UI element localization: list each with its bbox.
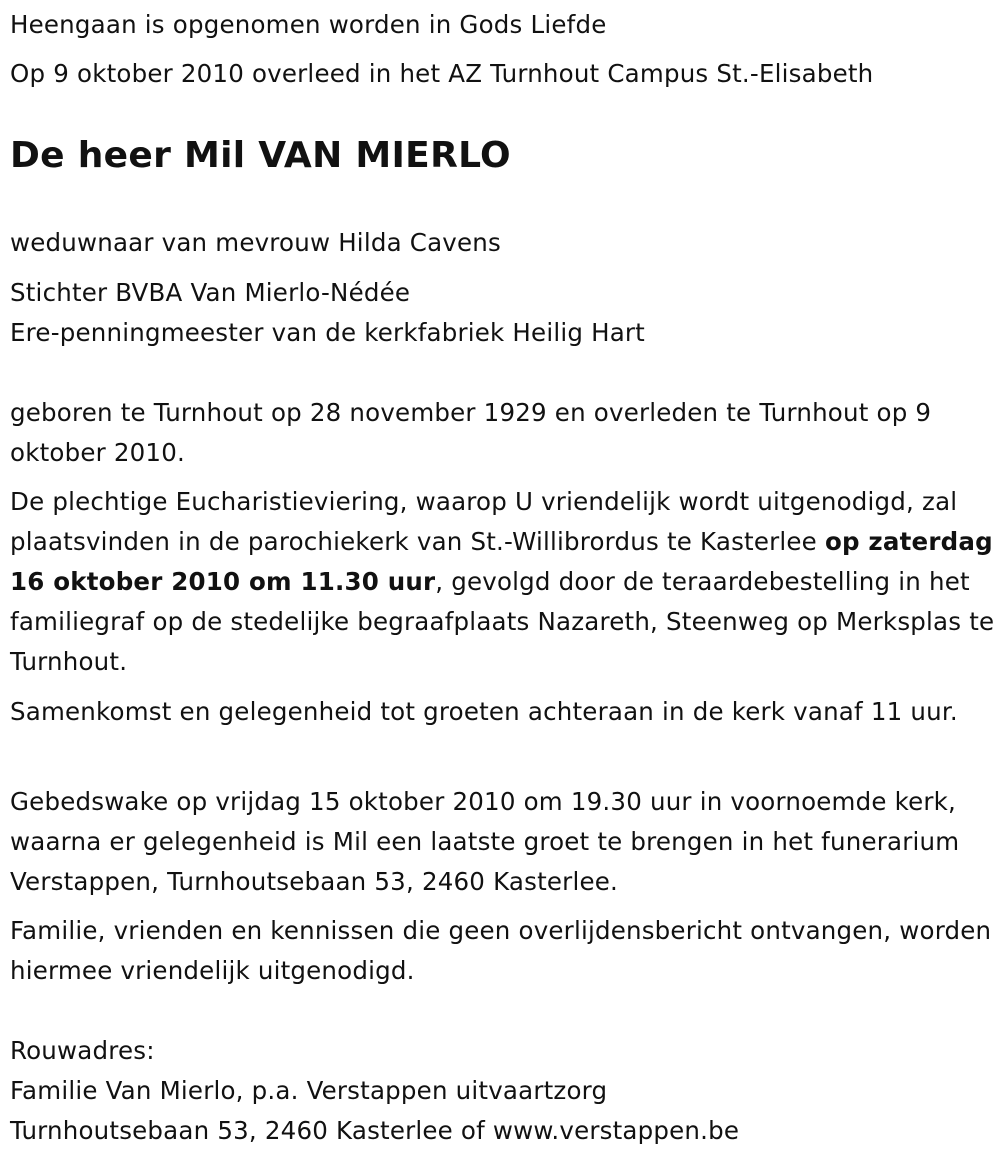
ceremony-text-after: , gevolgd door de teraardebestelling in het familiegraf op de stedelijke begraafplaats Nazareth, Steenweg op Merksplas te Turnhout.	[10, 567, 995, 676]
mourning-address-label: Rouwadres:	[10, 1036, 155, 1065]
deceased-name-heading: De heer Mil VAN MIERLO	[10, 135, 511, 176]
widower-line: weduwnaar van mevrouw Hilda Cavens	[10, 228, 501, 257]
mourning-address-line-1: Familie Van Mierlo, p.a. Verstappen uitvaartzorg	[10, 1076, 608, 1105]
invitation-paragraph: Familie, vrienden en kennissen die geen overlijdensbericht ontvangen, worden hiermee vriendelijk uitgenodigd.	[10, 916, 992, 985]
intro-line-2: Op 9 oktober 2010 overleed in het AZ Turnhout Campus St.-Elisabeth	[10, 59, 874, 88]
gathering-paragraph: Samenkomst en gelegenheid tot groeten achteraan in de kerk vanaf 11 uur.	[10, 697, 958, 726]
treasurer-line: Ere-penningmeester van de kerkfabriek Heilig Hart	[10, 318, 645, 347]
ceremony-paragraph	[10, 482, 995, 682]
ceremony-text-before: De plechtige Eucharistieviering, waarop U vriendelijk wordt uitgenodigd, zal plaatsvinden in de parochiekerk van St.-Willibrordus te Kasterlee	[10, 487, 958, 556]
founder-line: Stichter BVBA Van Mierlo-Nédée	[10, 278, 411, 307]
birth-death-paragraph: geboren te Turnhout op 28 november 1929 en overleden te Turnhout op 9 oktober 2010.	[10, 398, 932, 467]
vigil-paragraph: Gebedswake op vrijdag 15 oktober 2010 om 19.30 uur in voornoemde kerk, waarna er gelegenheid is Mil een laatste groet te brengen in het funerarium Verstappen, Turnhoutsebaan 53, 2460 Kasterlee.	[10, 787, 960, 896]
ceremony-date-time: op zaterdag 16 oktober 2010 om 11.30 uur	[10, 527, 993, 596]
mourning-address-line-2: Turnhoutsebaan 53, 2460 Kasterlee of www.verstappen.be	[10, 1116, 740, 1145]
intro-line-1: Heengaan is opgenomen worden in Gods Liefde	[10, 10, 607, 39]
